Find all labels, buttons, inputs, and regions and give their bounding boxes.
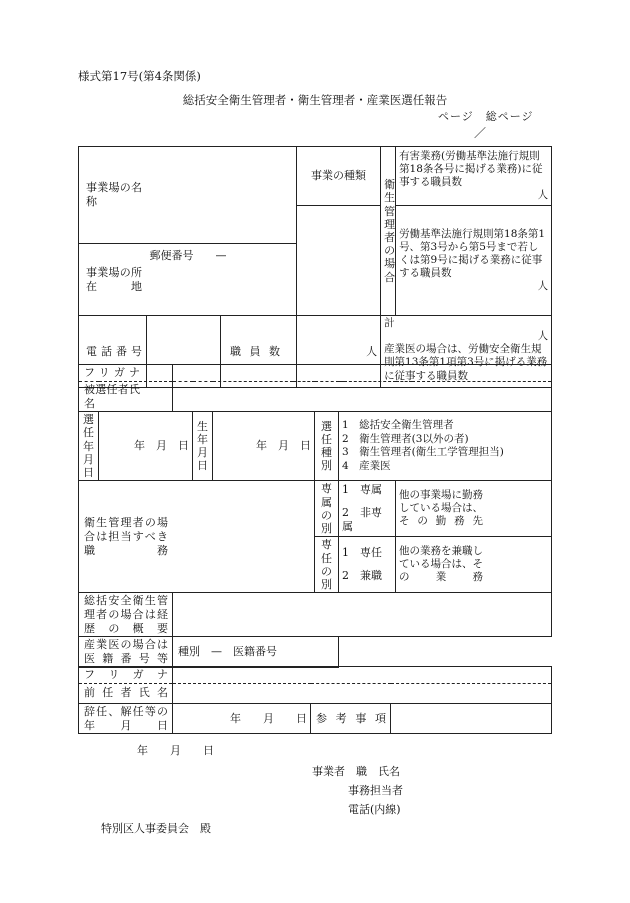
appointee-name-field[interactable] — [173, 381, 552, 412]
doctor-reg-blank — [339, 637, 552, 668]
phone-extension: 電話(内線) — [348, 803, 401, 816]
business-type-field[interactable] — [297, 206, 381, 316]
predecessor-table — [78, 666, 552, 734]
predecessor-furigana-field[interactable] — [173, 667, 552, 684]
appoint-type-vertical: 選 任 種 別 — [315, 412, 339, 481]
duties-field[interactable] — [173, 481, 315, 593]
career-field[interactable] — [173, 593, 552, 637]
reg-type-field[interactable]: 種別 — 医籍番号 — [173, 637, 339, 668]
doctor-reg-label: 産業医の場合は医籍番号等 — [79, 637, 173, 668]
page-slash: ／ — [474, 126, 487, 140]
appoint-date-vertical: 選 任 年 月 日 — [79, 412, 99, 481]
hygiene-case-vertical: 衛 生 管 理 者 の 場 合 — [381, 147, 396, 316]
remarks-label: 参考事項 — [311, 703, 391, 734]
birth-date-vertical: 生 年 月 日 — [193, 412, 213, 481]
workplace-address-label: 事業場の所 在 地 — [79, 244, 147, 316]
workplace-name-label: 事業場の名 称 — [79, 147, 147, 244]
harmful-work-cell[interactable]: 有害業務(労働基準法施行規則第18条各号に掲げる業務)に従事する職員数 人 — [396, 147, 552, 206]
total-cell[interactable]: 計 人 産業医の場合は、労働安全衛生規則第13条第1項第3号に掲げる業務に従事する職員数 — [381, 316, 552, 388]
form-title: 総括安全衛生管理者・衛生管理者・産業医選任報告 — [182, 93, 448, 107]
appointee-table — [78, 364, 552, 668]
addressee: 特別区人事委員会 殿 — [101, 822, 211, 835]
phone-label: 電話番号 — [79, 316, 147, 388]
page-label: ページ 総ページ — [438, 110, 534, 123]
career-label: 総括安全衛生管理者の場合は経歴の概要 — [79, 593, 173, 637]
appoint-date-field[interactable]: 年 月 日 — [99, 412, 193, 481]
other-duty-cell[interactable]: 他の業務を兼職している場合は、その業務 — [396, 537, 552, 593]
resign-date-field[interactable]: 年 月 日 — [173, 703, 311, 734]
affiliation-vertical: 専 属 の 別 — [315, 481, 339, 537]
rule18-work-cell[interactable]: 労働基準法施行規則第18条第1号、第3号から第5号まで若しくは第9号に掲げる業務に従事する職員数 人 — [396, 206, 552, 316]
clerk-name: 事務担当者 — [348, 784, 403, 797]
report-date: 年 月 日 — [137, 744, 214, 757]
duties-label: 衛生管理者の場合は担当すべき職務 — [79, 481, 173, 593]
resign-date-label: 辞任、解任等の年月日 — [79, 703, 173, 734]
furigana-field[interactable] — [173, 365, 552, 382]
form-number: 様式第17号(第4条関係) — [78, 69, 201, 83]
appointee-name-label: 被選任者氏 名 — [79, 381, 173, 412]
business-type-label: 事業の種類 — [297, 147, 381, 206]
appoint-type-list[interactable]: 1 総括安全衛生管理者 2 衛生管理者(3以外の者) 3 衛生管理者(衛生工学管理担当) 4 産業医 — [339, 412, 552, 481]
birth-date-field[interactable]: 年 月 日 — [213, 412, 315, 481]
predecessor-name-field[interactable] — [173, 683, 552, 703]
other-workplace-cell[interactable]: 他の事業場に勤務している場合は、その勤務先 — [396, 481, 552, 537]
workplace-name-field[interactable] — [147, 147, 297, 244]
workplace-table — [78, 146, 552, 388]
employer-name: 事業者 職 氏名 — [312, 765, 400, 778]
predecessor-furigana-label: フ リ ガ ナ — [79, 667, 173, 684]
fulltime-options[interactable]: 1 専任 2 兼職 — [339, 537, 396, 593]
workplace-address-field[interactable]: 郵便番号 — — [147, 244, 297, 316]
remarks-field[interactable] — [391, 703, 552, 734]
predecessor-name-label: 前任者氏名 — [79, 683, 173, 703]
staff-count-label: 職員数 — [221, 316, 297, 388]
affiliation-options[interactable]: 1 専属 2 非専属 — [339, 481, 396, 537]
staff-count-field[interactable]: 人 — [297, 316, 381, 388]
furigana-label: フリガナ — [79, 365, 173, 382]
fulltime-vertical: 専 任 の 別 — [315, 537, 339, 593]
